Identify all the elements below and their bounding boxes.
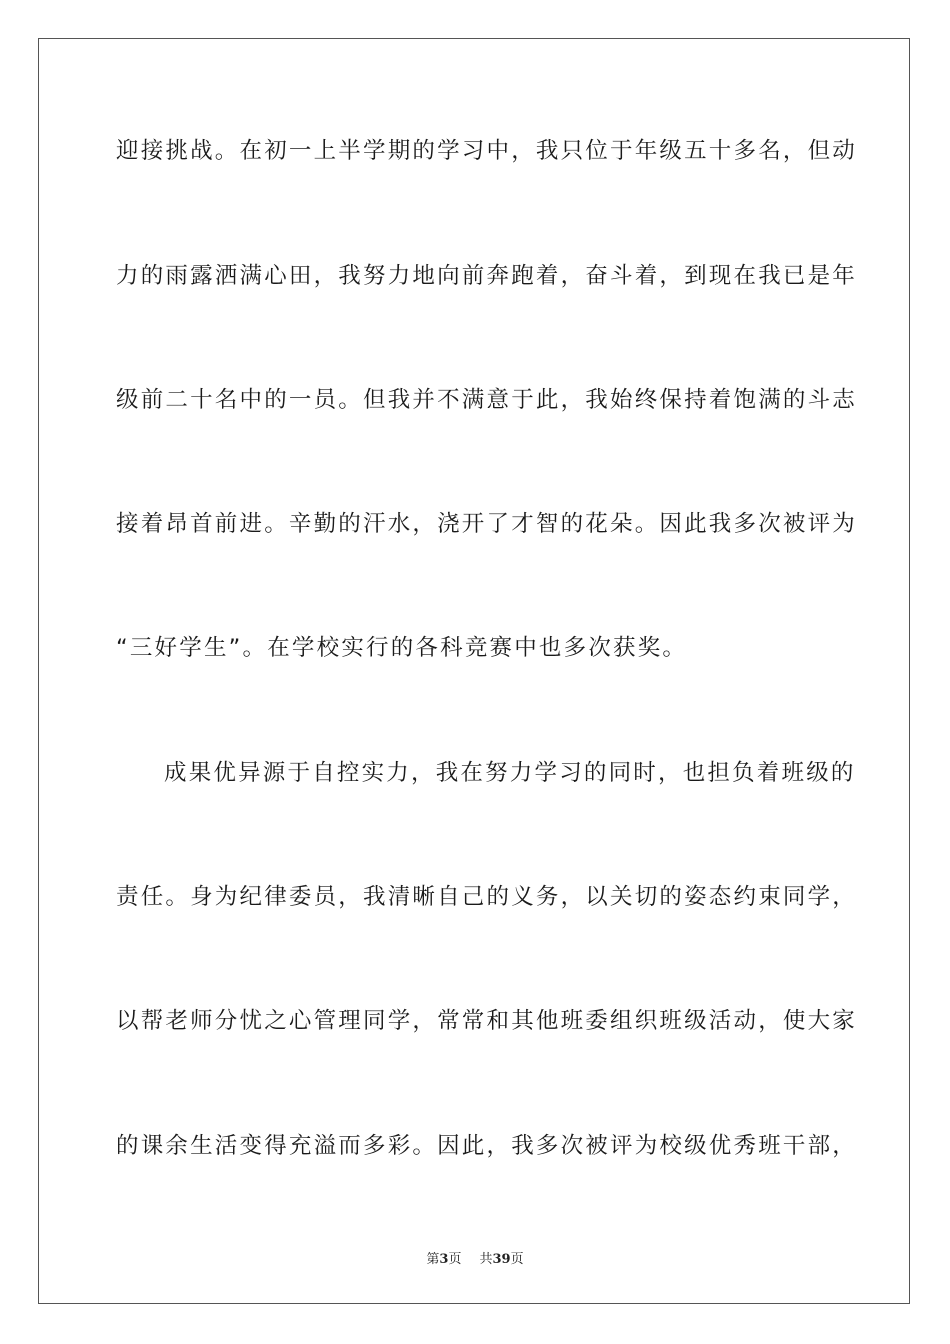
text-line-2: 力的雨露洒满心田，我努力地向前奔跑着，奋斗着，到现在我已是年 [116,263,858,289]
text-line-6: 成果优异源于自控实力，我在努力学习的同时，也担负着班级的 [164,760,856,786]
page-suffix: 页 [448,1252,462,1267]
text-line-4: 接着昂首前进。辛勤的汗水，浇开了才智的花朵。因此我多次被评为 [116,511,858,537]
text-line-7: 责任。身为纪律委员，我清晰自己的义务，以关切的姿态约束同学， [116,884,858,910]
page-footer [0,1248,950,1267]
total-pages: 39 [492,1252,511,1267]
text-line-1: 迎接挑战。在初一上半学期的学习中，我只位于年级五十多名，但动 [116,138,858,164]
text-line-5: “三好学生”。在学校实行的各科竞赛中也多次获奖。 [116,635,688,661]
page-border [38,38,910,1304]
text-line-9: 的课余生活变得充溢而多彩。因此，我多次被评为校级优秀班干部， [116,1133,858,1159]
total-suffix: 页 [510,1252,524,1267]
text-line-8: 以帮老师分忧之心管理同学，常常和其他班委组织班级活动，使大家 [116,1008,858,1034]
text-line-3: 级前二十名中的一员。但我并不满意于此，我始终保持着饱满的斗志 [116,387,858,413]
page-number: 3 [439,1252,449,1267]
total-prefix: 共 [479,1252,493,1267]
page-prefix: 第 [426,1252,440,1267]
